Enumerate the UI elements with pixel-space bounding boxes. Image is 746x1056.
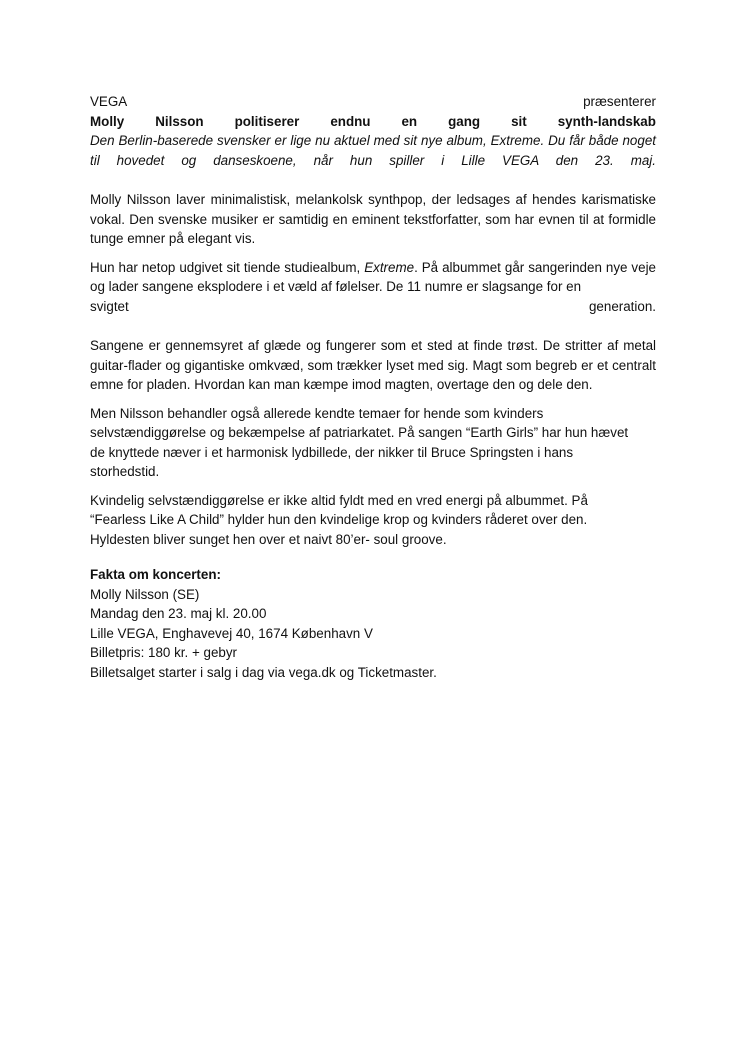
facts-artist: Molly Nilsson (SE) bbox=[90, 586, 200, 602]
paragraph-text: generation. bbox=[588, 298, 656, 314]
paragraph-energy bbox=[90, 491, 656, 550]
headline-word: endnu bbox=[330, 113, 371, 129]
paragraph-album bbox=[90, 258, 656, 317]
lead bbox=[90, 131, 656, 170]
headline-word: Nilsson bbox=[155, 113, 204, 129]
paragraph-line: “Fearless Like A Child” hylder hun den kvindelige krop og kvinders råderet over den. bbox=[90, 512, 588, 527]
paragraph-line: Kvindelig selvstændiggørelse er ikke altid fyldt med en vred energi på albummet. På bbox=[90, 492, 588, 508]
paragraph-line: storhedstid. bbox=[90, 464, 160, 479]
headline-word: synth-landskab bbox=[557, 113, 656, 129]
lead-line: til hovedet og danseskoene, når hun spiller i Lille VEGA den 23. maj. bbox=[90, 152, 656, 168]
paragraph-line: selvstændiggørelse og bekæmpelse af patriarkatet. På sangen “Earth Girls” har hun hævet bbox=[90, 425, 629, 440]
paragraph-album-last-line bbox=[90, 297, 656, 317]
headline-word: en bbox=[401, 113, 418, 129]
concert-facts bbox=[90, 565, 656, 682]
paragraph-themes bbox=[90, 404, 656, 482]
headline-word: gang bbox=[448, 113, 481, 129]
headline-word: sit bbox=[511, 113, 527, 129]
facts-venue: Lille VEGA, Enghavevej 40, 1674 København V bbox=[90, 625, 373, 641]
paragraph-intro: Molly Nilsson laver minimalistisk, melankolsk synthpop, der ledsages af hendes karismatiske vokal. Den svenske musiker er samtidig en eminent tekstforfatter, som har evnen til at formidle tunge emner på elegant vis. bbox=[90, 192, 656, 246]
paragraph-line: de knyttede næver i et harmonisk lydbillede, der nikker til Bruce Springsten i hans bbox=[90, 444, 574, 460]
paragraph-album-text bbox=[90, 258, 656, 297]
facts-price: Billetpris: 180 kr. + gebyr bbox=[90, 645, 237, 660]
paragraph-songs: Sangene er gennemsyret af glæde og fungerer som et sted at finde trøst. De stritter af metal guitar-flader og gigantiske omkvæd, som trækker lyset med sig. Magt som begreb er et centralt emne for pladen. Hvordan kan man kæmpe imod magten, overtage den og dele den. bbox=[90, 338, 656, 392]
header-line bbox=[90, 92, 656, 112]
paragraph-text: Hun har netop udgivet sit tiende studiealbum, bbox=[90, 259, 365, 275]
facts-date: Mandag den 23. maj kl. 20.00 bbox=[90, 606, 267, 621]
paragraph-line: Hyldesten bliver sunget hen over et naivt 80’er- soul groove. bbox=[90, 531, 447, 547]
facts-sale: Billetsalget starter i salg i dag via vega.dk og Ticketmaster. bbox=[90, 664, 437, 680]
headline bbox=[90, 112, 656, 132]
headline-word: Molly bbox=[90, 113, 125, 129]
album-title: Extreme bbox=[364, 259, 415, 275]
paragraph-line: Men Nilsson behandler også allerede kendte temaer for hende som kvinders bbox=[90, 405, 544, 421]
headline-word: politiserer bbox=[234, 113, 300, 129]
facts-title: Fakta om koncerten: bbox=[90, 567, 221, 582]
presents-label: præsenterer bbox=[583, 94, 656, 109]
lead-line: Den Berlin-baserede svensker er lige nu aktuel med sit nye album, Extreme. Du får både noget bbox=[90, 133, 656, 148]
paragraph-text: svigtet bbox=[90, 298, 129, 314]
organizer-name: VEGA bbox=[90, 94, 128, 109]
paragraph-text: . På albummet går sangerinden nye veje og lader sangene eksplodere i et væld af følelser. De 11 numre er slagsange for en bbox=[90, 259, 656, 294]
press-release bbox=[90, 92, 656, 682]
